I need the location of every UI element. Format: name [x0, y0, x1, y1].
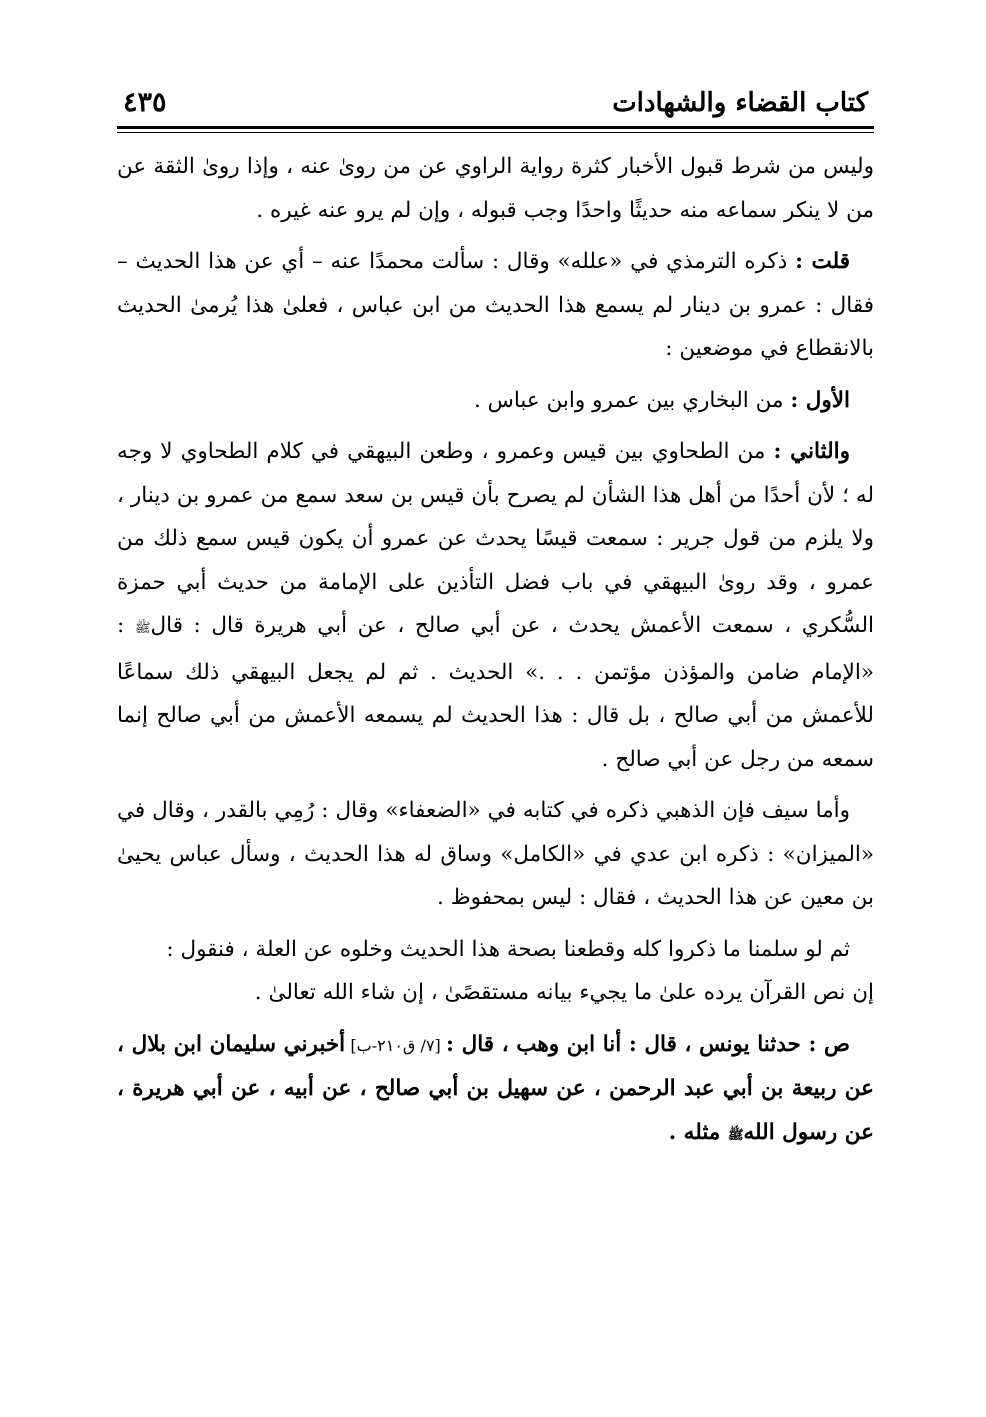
paragraph-7-text-c: مثله . — [668, 1119, 728, 1145]
header-rule-thick — [117, 126, 874, 129]
paragraph-2-lead: قلت : — [795, 249, 850, 274]
paragraph-1: وليس من شرط قبول الأخبار كثرة رواية الراوي عن من روىٰ عنه ، وإذا روىٰ الثقة عن من لا ينكر سماعه منه حديثًا واحدًا وجب قبوله ، وإن لم يرو عنه غيره . — [117, 154, 874, 223]
paragraph-5: وأما سيف فإن الذهبي ذكره في كتابه في «الضعفاء» وقال : رُمِي بالقدر ، وقال في «الميزان» : ذكره ابن عدي في «الكامل» وساق له هذا الحديث ، وسأل عباس يحيىٰ بن معين عن هذا الحديث ، فقال : ليس بمحفوظ . — [117, 798, 874, 910]
paragraph-7-honorific: ﷺ — [727, 1127, 744, 1143]
page-number: ٤٣٥ — [123, 87, 167, 118]
paragraph-6b: إن نص القرآن يرده علىٰ ما يجيء بيانه مستقصًىٰ ، إن شاء الله تعالىٰ . — [254, 980, 874, 1005]
manuscript-reference: [٧/ ق٢١٠-ب] — [345, 1035, 447, 1055]
header-rule-thin — [117, 132, 874, 133]
paragraph-6a: ثم لو سلمنا ما ذكروا كله وقطعنا بصحة هذا الحديث وخلوه عن العلة ، فنقول : — [166, 936, 850, 962]
paragraph-2 — [117, 240, 874, 371]
paragraph-3-lead: الأول : — [790, 387, 850, 413]
paragraph-7-text-b: أخبرني سليمان ابن بلال ، عن ربيعة بن أبي عبد الرحمن ، عن سهيل بن أبي صالح ، عن أبيه ، عن أبي هريرة ، عن رسول الله — [117, 1031, 874, 1145]
running-header — [117, 74, 874, 116]
book-page — [117, 74, 874, 1157]
paragraph-4-text-b: : «الإمام ضامن والمؤذن مؤتمن . . .» الحديث . ثم لم يجعل البيهقي ذلك سماعًا للأعمش من أبي صالح ، بل قال : هذا الحديث لم يسمعه الأعمش من أبي صالح إنما سمعه من رجل عن أبي صالح . — [117, 613, 874, 772]
paragraph-3-text: من البخاري بين عمرو وابن عباس . — [473, 387, 791, 413]
paragraph-3 — [117, 379, 874, 423]
paragraph-2-text: ذكره الترمذي في «علله» وقال : سألت محمدًا عنه – أي عن هذا الحديث – فقال : عمرو بن دينار لم يسمع هذا الحديث من ابن عباس ، فعلىٰ هذا يُرمىٰ الحديث بالانقطاع في موضعين : — [117, 249, 874, 361]
body-text — [117, 145, 874, 1157]
paragraph-7-text-a: ص : حدثنا يونس ، قال : أنا ابن وهب ، قال : — [446, 1031, 851, 1057]
paragraph-4 — [117, 430, 874, 781]
chapter-title: كتاب القضاء والشهادات — [612, 88, 868, 118]
paragraph-4-text-a: من الطحاوي بين قيس وعمرو ، وطعن البيهقي في كلام الطحاوي لا وجه له ؛ لأن أحدًا من أهل هذا الشأن لم يصرح بأن قيس بن سعد سمع من عمرو بن دينار ، ولا يلزم من قول جرير : سمعت قيسًا يحدث عن عمرو أن يكون قيس سمع ذلك من عمرو ، وقد روىٰ البيهقي في باب فضل التأذين على الإمامة من حديث أبي حمزة السُّكري ، سمعت الأعمش يحدث ، عن أبي صالح ، عن أبي هريرة قال : قال — [117, 439, 875, 638]
paragraph-4-lead: والثاني : — [773, 439, 850, 464]
paragraph-7 — [117, 1023, 874, 1158]
paragraph-4-honorific: ﷺ — [134, 621, 151, 636]
